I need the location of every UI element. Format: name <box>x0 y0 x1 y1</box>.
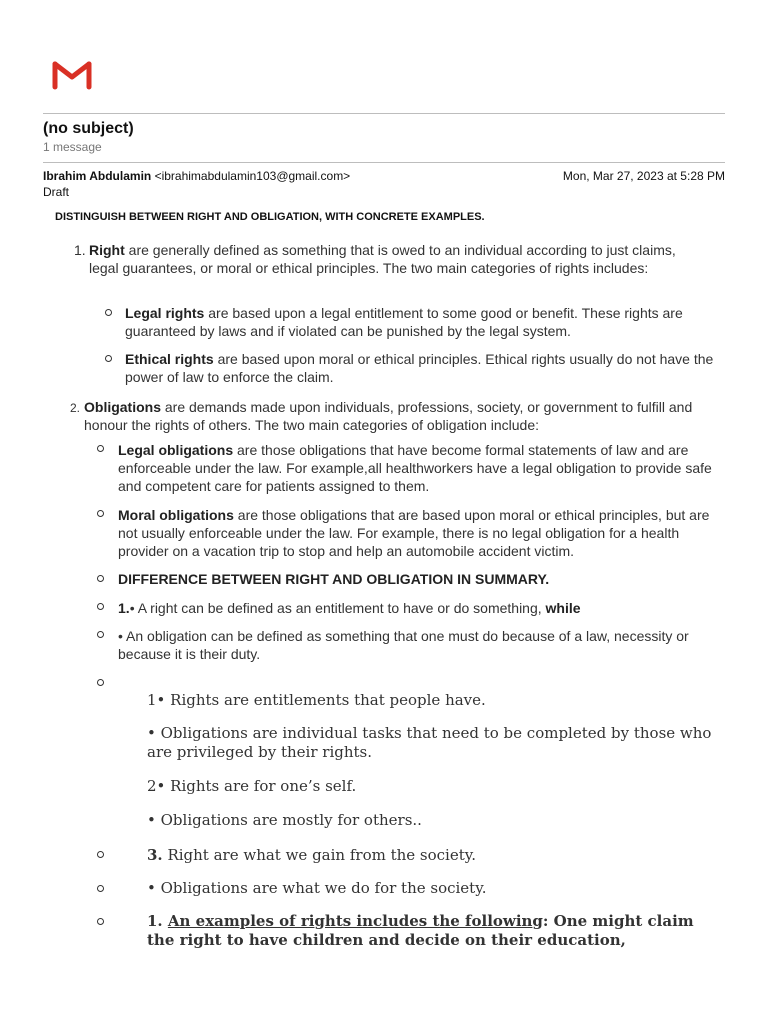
bullet-icon <box>97 510 104 517</box>
sender-email: <ibrahimabdulamin103@gmail.com> <box>154 169 351 183</box>
bullet-icon <box>105 355 112 362</box>
bullet-icon <box>105 309 112 316</box>
bullet-icon <box>97 679 104 686</box>
point-3-obligations: • Obligations are what we do for the society. <box>147 879 487 897</box>
summary-line: • Obligations are individual tasks that need to be completed by those who are privileged by their rights. <box>147 724 712 761</box>
body-heading: DISTINGUISH BETWEEN RIGHT AND OBLIGATION, WITH CONCRETE EXAMPLES. <box>55 211 485 223</box>
bullet-icon <box>97 885 104 892</box>
examples-of-rights: 1. An examples of rights includes the following: One might claim the right to have children and decide on their education, <box>147 912 694 949</box>
summary-line: 1• Rights are entitlements that people have. <box>147 691 486 709</box>
summary-obligation-definition: • An obligation can be defined as something that one must do because of a law, necessity or because it is their duty. <box>118 628 689 662</box>
gmail-logo-icon <box>51 58 93 90</box>
summary-line: • Obligations are mostly for others.. <box>147 811 422 829</box>
summary-right-definition: 1.• A right can be defined as an entitlement to have or do something, while <box>118 600 581 616</box>
list-item-moral-obligations: Moral obligations are those obligations that are based upon moral or ethical principles, but are not usually enforceable under the law. For example, there is no legal obligation for a health provider on a vacation trip to stop and help an automobile accident victim. <box>118 507 710 559</box>
email-date: Mon, Mar 27, 2023 at 5:28 PM <box>562 169 725 183</box>
list-item-obligations: Obligations are demands made upon individuals, professions, society, or government to fulfill and honour the rights of others. The two main categories of obligation include: <box>84 399 693 433</box>
term-right: Right <box>89 242 125 258</box>
subject-divider <box>43 162 725 163</box>
point-3: 3. Right are what we gain from the society. <box>147 846 477 864</box>
list-number: 1. <box>74 242 86 258</box>
email-subject: (no subject) <box>43 120 134 137</box>
list-item-ethical-rights: Ethical rights are based upon moral or ethical principles. Ethical rights usually do not have the power of law to enforce the claim. <box>125 351 714 385</box>
message-count: 1 message <box>43 140 102 154</box>
bullet-icon <box>97 918 104 925</box>
sender-line <box>43 169 350 183</box>
bullet-icon <box>97 851 104 858</box>
summary-line: 2• Rights are for one’s self. <box>147 777 357 795</box>
list-number: 2. <box>70 401 81 415</box>
bullet-icon <box>97 445 104 452</box>
bullet-icon <box>97 603 104 610</box>
list-item-right: Right are generally defined as something that is owed to an individual according to just claims, legal guarantees, or moral or ethical principles. The two main categories of rights includes: <box>89 242 676 276</box>
list-item-legal-rights: Legal rights are based upon a legal entitlement to some good or benefit. These rights are guaranteed by laws and if violated can be punished by the legal system. <box>125 305 683 339</box>
list-item-legal-obligations: Legal obligations are those obligations that have become formal statements of law and are enforceable under the law. For example,all healthworkers have a legal obligation to provide safe and competent care for patients assigned to them. <box>118 442 712 494</box>
sender-name: Ibrahim Abdulamin <box>43 169 152 183</box>
bullet-icon <box>97 575 104 582</box>
draft-status: Draft <box>43 185 70 199</box>
summary-heading: DIFFERENCE BETWEEN RIGHT AND OBLIGATION IN SUMMARY. <box>118 571 550 587</box>
bullet-icon <box>97 631 104 638</box>
header-divider <box>43 113 725 114</box>
